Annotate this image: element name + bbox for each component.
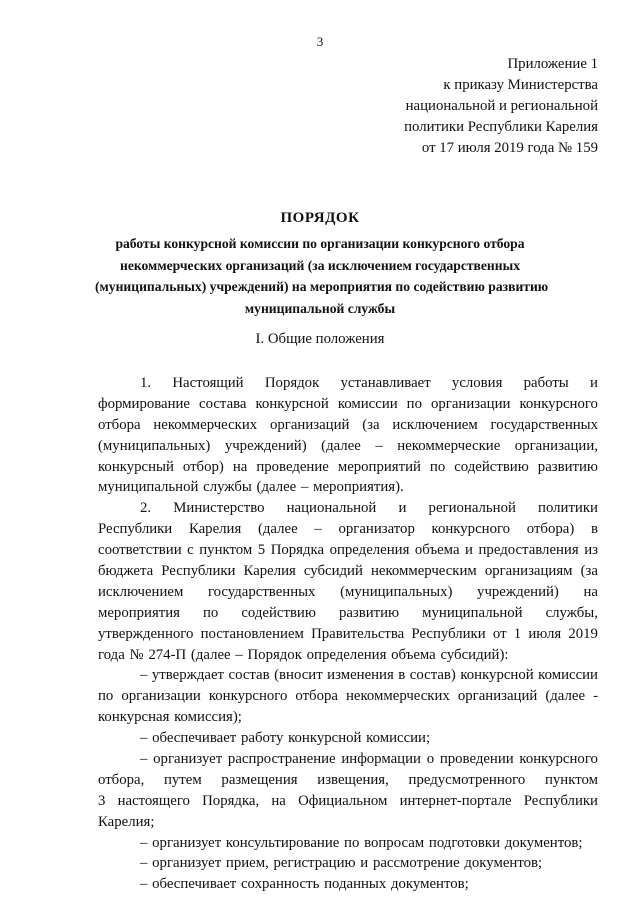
body-word: некоммерческим [370,563,477,580]
body-word: формирование [98,395,191,412]
body-word: организатор [338,521,415,538]
body-word: прием, [225,855,269,872]
body-line [98,498,598,519]
body-word: развитию [537,458,598,475]
body-line [98,624,598,645]
body-word: отбора, [98,771,145,788]
body-word: состава [199,395,247,412]
body-word: утверждает [151,667,224,684]
body-line [98,519,598,540]
body-word: некоммерческие [397,437,501,454]
body-word: конкурсного [519,395,598,412]
body-word: № [129,646,144,663]
body-word: (за [580,563,598,580]
body-line [98,457,598,478]
approval-line: Приложение 1 [507,56,598,72]
body-word: региональной [428,500,516,517]
body-word: субсидий): [440,646,509,663]
body-word: конкурсный [98,458,174,475]
body-word: предоставления [478,542,579,559]
body-word: организаций [457,688,538,705]
body-word: по [203,604,219,621]
body-word: конкурсной [460,667,534,684]
body-word: сохранность [240,876,320,893]
body-word: регистрацию [273,855,356,872]
body-word: отбора) [526,521,575,538]
body-word: организации [430,395,511,412]
body-word: по [406,395,422,412]
body-word: и [590,375,598,391]
body-line [98,791,598,812]
body-word: работы [523,375,569,391]
body-line [98,833,598,854]
body-line [98,603,598,624]
page-number: 3 [316,34,324,49]
body-word: некоммерческих [153,416,258,433]
body-word: в [398,667,406,684]
body-word: организует [153,751,223,768]
body-line [98,561,598,582]
body-word: и [360,855,369,872]
body-line [98,415,598,436]
body-word: муниципальной [422,604,523,621]
body-word: – [375,437,383,454]
approval-line: национальной и региональной [405,98,598,114]
body-word: (далее [321,437,361,454]
body-word: – [235,646,243,663]
body-word: конкурсной [288,730,362,747]
approval-line: к приказу Министерства [443,77,598,93]
body-line [98,812,598,833]
body-word: размещения [221,771,298,788]
body-line [98,436,598,457]
body-word: Карелия; [98,813,155,830]
body-word: предусмотренного [408,771,526,788]
body-word: подготовки [428,834,500,851]
body-word: исключением [98,583,184,600]
body-word: учреждений) [477,583,559,600]
body-word: объема [414,542,460,559]
body-word: Министерство [173,500,265,517]
body-word: мероприятия [98,604,180,621]
body-word: соответствии [98,542,182,559]
body-word: обеспечивает [152,876,237,893]
body-word: службы, [545,604,598,621]
body-word: субсидий [303,563,363,580]
body-word: (далее [257,521,298,538]
body-word: комиссии [538,667,598,684]
body-word: конкурсного [208,688,288,705]
body-word: организаций [270,416,350,433]
body-word: – [140,876,148,893]
body-word: Правительства [311,625,405,642]
body-word: комиссии [337,395,398,412]
subtitle-line: работы конкурсной комиссии по организации конкурсного отбора [115,236,525,251]
body-word: организациям [484,563,573,580]
subtitle-line: (муниципальных) учреждений) на мероприятия по содействию развитию [95,279,549,294]
body-word: документов; [504,834,583,851]
body-word: содействию [241,604,316,621]
body-word: – [140,855,148,872]
body-word: постановлением [200,625,304,642]
body-word: пунктом [544,771,598,788]
body-word: документов; [390,876,469,893]
body-word: муниципальной [98,479,199,496]
body-line [98,665,598,686]
body-word: по [429,458,446,475]
body-word: документов; [464,855,543,872]
body-word: отбор) [182,458,224,475]
body-word: мероприятий [337,458,421,475]
body-word: - [593,688,598,705]
body-word: вопросам [364,834,425,851]
body-word: и [465,542,473,559]
body-word: информации [341,751,421,768]
body-word: о [426,751,435,768]
body-word: утвержденного [98,625,194,642]
body-word: Порядок [247,646,302,663]
body-line [98,582,598,603]
body-word: – [140,751,148,768]
body-word: на [232,458,248,475]
body-word: конкурсного [519,751,598,768]
section-heading: I. Общие положения [255,331,385,347]
approval-line: политики Республики Карелия [404,119,598,135]
document-body [98,373,598,895]
body-word: распространение [227,751,336,768]
body-word: организации, [514,437,598,454]
body-word: консультирование [225,834,340,851]
body-word: (муниципальных) [98,437,211,454]
body-word: Порядка [270,542,325,559]
body-word: конкурсного [431,521,511,538]
body-word: национальной [286,500,377,517]
body-word: извещения, [317,771,389,788]
body-word: комиссия); [174,709,242,726]
body-word: поданных [324,876,387,893]
body-word: пунктом [199,542,253,559]
body-word: государственных [207,583,316,600]
body-line [98,394,598,415]
body-word: конкурсная [98,709,170,726]
body-word: на [583,583,598,600]
approval-line: от 17 июля 2019 года № 159 [421,140,598,156]
body-word: 1 [513,625,522,642]
body-word: организует [152,855,222,872]
body-word: по [98,688,114,705]
body-line [98,373,598,394]
body-word: – [140,730,148,747]
body-word: Республики [411,625,486,642]
body-word: Официальном [298,792,388,809]
body-word: 1. [140,375,152,391]
body-word: устанавливает [340,375,431,391]
body-word: определения [306,646,387,663]
body-word: 274-П [148,646,187,663]
body-word: (муниципальных) [340,583,453,600]
body-line [98,686,598,707]
body-word: состав [228,667,270,684]
body-line [98,874,598,895]
body-word: определения [329,542,410,559]
body-word: 2. [140,500,152,517]
body-word: из [584,542,598,559]
body-word: и [398,500,407,517]
approval-block [404,54,598,159]
body-word: службы [203,479,252,496]
document-subtitle [95,233,549,319]
body-word: рассмотрение [372,855,460,872]
body-word: учреждений) [224,437,307,454]
body-word: развитию [338,604,400,621]
body-word: обеспечивает [152,730,237,747]
document-title: ПОРЯДОК [280,210,360,226]
body-word: с [187,542,194,559]
body-word: изменения [327,667,394,684]
body-word: организует [152,834,222,851]
body-word: комиссии; [366,730,431,747]
body-line [98,770,598,791]
body-word: (далее [545,688,586,705]
body-word: государственных [490,416,598,433]
body-word: в [590,521,598,538]
body-line [98,707,598,728]
body-line [98,749,598,770]
body-word: работу [240,730,284,747]
body-word: содействию [454,458,529,475]
body-word: отбора [98,416,141,433]
subtitle-line: некоммерческих организаций (за исключением государственных [120,257,520,273]
body-word: отбора [295,688,338,705]
body-word: 2019 [568,625,598,642]
body-line [98,853,598,874]
body-line [98,540,598,561]
body-word: бюджета [98,563,154,580]
body-word: Порядка, [202,792,260,809]
subtitle-line: муниципальной службы [244,300,396,316]
body-word: конкурсной [255,395,329,412]
body-word: объема [391,646,436,663]
body-word: интернет-портале [399,792,512,809]
body-word: организации [121,688,201,705]
body-word: – [314,521,322,538]
body-word: Настоящий [172,375,244,391]
body-word: мероприятия). [313,479,404,496]
body-word: от [492,625,507,642]
body-word: состав) [409,667,456,684]
body-word: – [300,479,309,496]
body-word: по [344,834,360,851]
body-word: – [140,834,148,851]
body-word: Карелия [243,563,296,580]
body-word: на [271,792,286,809]
body-word: проведении [439,751,514,768]
body-word: Карелия [188,521,242,538]
body-word: – [140,667,148,684]
body-line [98,477,598,498]
body-word: Республики [161,563,236,580]
body-word: 3 [98,792,106,809]
body-word: Республики [98,521,173,538]
body-word: года [98,646,125,663]
body-word: условия [451,375,503,391]
body-line [98,645,598,666]
body-word: Республики [523,792,598,809]
body-word: (далее [190,646,231,663]
body-word: Порядок [264,375,320,391]
body-word: проведение [256,458,329,475]
body-word: 5 [257,542,266,559]
body-word: настоящего [117,792,190,809]
body-word: политики [538,500,598,517]
body-word: июля [528,625,562,642]
body-line [98,728,598,749]
body-word: (за [362,416,380,433]
body-word: (далее [256,479,297,496]
body-word: некоммерческих [346,688,450,705]
body-word: путем [163,771,202,788]
body-word: исключением [392,416,478,433]
body-word: (вносит [274,667,323,684]
